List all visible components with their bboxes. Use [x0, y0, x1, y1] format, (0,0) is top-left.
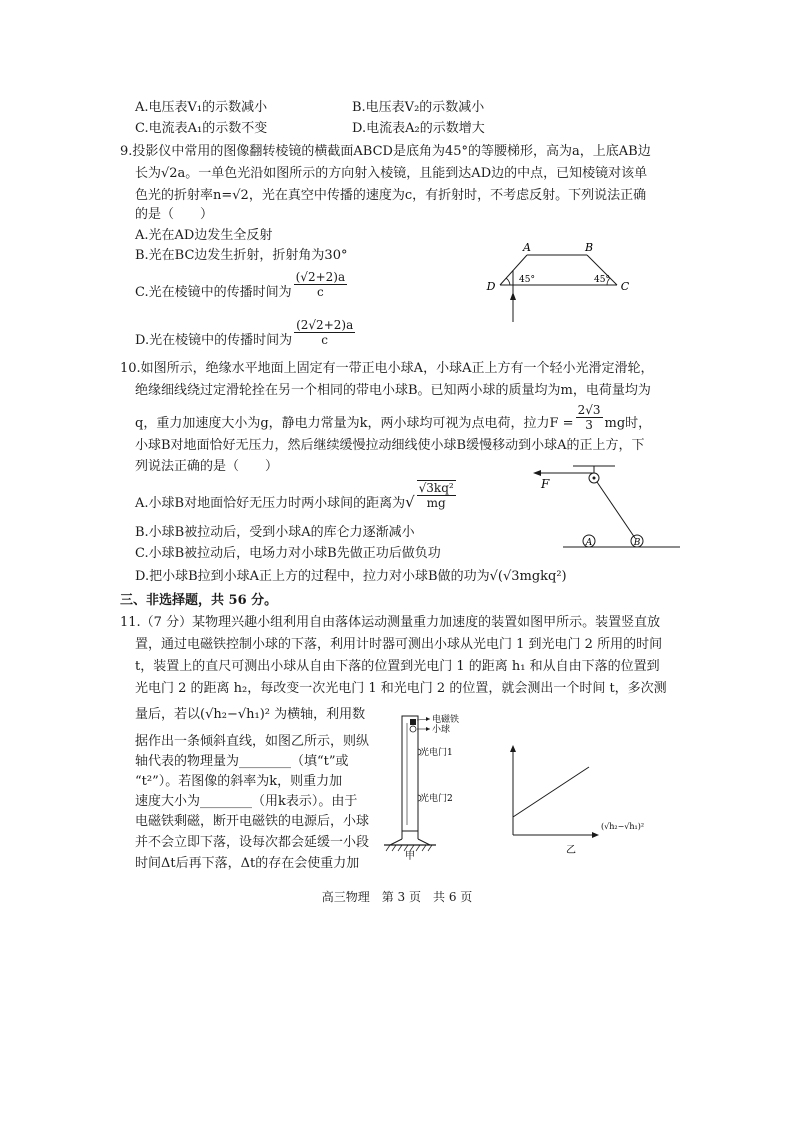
ball-b-label: B: [633, 538, 641, 548]
q8-option-d: D.电流表A₂的示数增大: [352, 121, 485, 136]
q10-stem-line3: [135, 403, 651, 432]
x-axis-arrow-icon: [592, 832, 599, 838]
arrow-magnet-icon: [426, 717, 430, 721]
q9-stem-line4: 的是（ ）: [135, 207, 214, 222]
q11-stem-line3: t，装置上的直尺可测出小球从自由下落的位置到光电门 1 的距离 h₁ 和从自由下落的位置到: [135, 659, 660, 674]
q11-stem-line1: 11.（7 分）某物理兴趣小组利用自由落体运动测量重力加速度的装置如图甲所示。装置竖直放: [120, 615, 661, 630]
q10-force-fraction: [576, 403, 603, 432]
electromagnet-icon: [410, 719, 416, 725]
q9-option-c: [135, 270, 349, 299]
q10-stem-line3-a: q，重力加速度大小为g，静电力常量为k，两小球均可视为点电荷，拉力F =: [135, 416, 574, 431]
x-axis-label: (√h₂−√h₁)²: [601, 822, 645, 831]
q11-stem-line8: “t²”）。若图像的斜率为k，则重力加: [135, 774, 343, 789]
q8-option-c: C.电流表A₁的示数不变: [135, 121, 268, 136]
q11-stem-line11: 并不会立即下落，设每次都会延缓一小段: [135, 835, 370, 850]
q10-option-a: [135, 480, 458, 510]
angle-label-left: 45°: [519, 275, 535, 285]
linear-graph: [505, 745, 655, 855]
q10-option-c: C.小球B被拉动后，电场力对小球B先做正功后做负功: [135, 546, 441, 561]
q11-stem-line12: 时间Δt后再下落，Δt的存在会使重力加: [135, 856, 360, 871]
force-arrow-icon: [533, 470, 541, 476]
ball-icon: [410, 726, 416, 732]
q10-option-a-numerator: √3kq²: [418, 481, 454, 495]
q9-option-d: [135, 318, 357, 347]
q9-stem-line2: 长为√2a。一单色光沿如图所示的方向射入棱镜，且能到达AD边的中点，已知棱镜对该单: [135, 166, 648, 181]
q10-stem-line4: 小球B对地面恰好无压力，然后继续缓慢拉动细线使小球B缓慢移动到小球A的正上方，下: [135, 438, 645, 453]
free-fall-apparatus-diagram: [380, 713, 490, 861]
sqrt-sign-icon: √: [405, 492, 415, 511]
base-brace-left: [390, 839, 402, 845]
q11-stem-line9: 速度大小为________（用k表示）。由于: [135, 794, 358, 809]
q9-stem-line3: 色光的折射率n=√2，光在真空中传播的速度为c，有折射时，不考虑反射。下列说法正确: [135, 188, 647, 203]
q9-option-d-text: D.光在棱镜中的传播时间为: [135, 333, 293, 348]
q11-stem-line2: 置，通过电磁铁控制小球的下落，利用计时器可测出小球从光电门 1 到光电门 2 所用的时间: [135, 637, 663, 652]
q11-stem-line5: 量后，若以(√h₂−√h₁)² 为横轴，利用数: [135, 707, 366, 722]
q10-stem-line5: 列说法正确的是（ ）: [135, 459, 279, 474]
label-electromagnet: 电磁铁: [432, 715, 460, 725]
q9-option-c-denominator: c: [317, 285, 324, 299]
q9-option-d-denominator: c: [321, 333, 329, 347]
label-c: C: [620, 280, 630, 293]
q8-option-a: A.电压表V₁的示数减小: [135, 100, 268, 115]
label-b: B: [584, 241, 594, 254]
string-to-b: [597, 482, 635, 538]
q11-stem-line7: 轴代表的物理量为________（填“t”或: [135, 754, 349, 769]
q9-option-c-text: C.光在棱镜中的传播时间为: [135, 285, 292, 300]
ruler-stand: [402, 716, 418, 831]
q9-option-d-fraction: [294, 318, 355, 347]
label-a: A: [523, 241, 531, 254]
ball-a-label: A: [585, 538, 593, 548]
q10-option-b: B.小球B被拉动后，受到小球A的库仑力逐渐减小: [135, 525, 415, 540]
q11-stem-line6: 据作出一条倾斜直线，如图乙所示，则纵: [135, 734, 370, 749]
y-axis-arrow-icon: [510, 745, 516, 752]
ray-arrow-icon: [510, 292, 516, 300]
page-footer: 高三物理 第 3 页 共 6 页: [321, 890, 473, 904]
q11-stem-line4: 光电门 2 的距离 h₂，每改变一次光电门 1 和光电门 2 的位置，就会测出一个时间 t，多次测: [135, 681, 667, 696]
label-ball: 小球: [432, 725, 451, 735]
base-brace-right: [418, 839, 430, 845]
q10-option-d: D.把小球B拉到小球A正上方的过程中，拉力对小球B做的功为√(√3mgkq²): [135, 569, 567, 584]
q8-option-b: B.电压表V₂的示数减小: [352, 100, 485, 115]
pulley-axle: [593, 477, 596, 480]
q9-option-c-numerator: (√2+2)a: [295, 270, 346, 284]
arrow-ball-icon: [426, 727, 430, 731]
angle-arc-left: [506, 278, 510, 285]
pulley-charge-diagram: [525, 462, 685, 554]
q10-stem-line1: 10.如图所示，绝缘水平地面上固定有一带正电小球A，小球A正上方有一个轻小光滑定滑轮，: [120, 361, 654, 376]
q11-stem-line10: 电磁铁剩磁，断开电磁铁的电源后，小球: [135, 814, 370, 829]
figure-caption-jia: 甲: [405, 851, 415, 861]
q9-option-b: B.光在BC边发生折射，折射角为30°: [135, 248, 348, 263]
q9-stem-line1: 9.投影仪中常用的图像翻转棱镜的横截面ABCD是底角为45°的等腰梯形，高为a，上底AB边: [120, 144, 651, 159]
q10-stem-line2: 绝缘细线绕过定滑轮拴在另一个相同的带电小球B。已知两小球的质量均为m，电荷量均为: [135, 383, 651, 398]
q9-option-c-fraction: [294, 270, 348, 299]
q10-option-a-text: A.小球B对地面恰好无压力时两小球间的距离为: [135, 495, 406, 511]
label-photogate2: 光电门2: [420, 794, 453, 804]
q10-option-a-denominator: mg: [426, 496, 446, 510]
figure-caption-yi: 乙: [566, 845, 576, 855]
fit-line: [513, 767, 589, 817]
q10-stem-line3-b: mg时，: [604, 416, 652, 431]
section-heading: 三、非选择题，共 56 分。: [120, 593, 278, 608]
label-d: D: [486, 280, 496, 293]
q10-option-a-fraction: [417, 480, 456, 510]
force-label: F: [541, 477, 550, 491]
q10-force-denominator: 3: [585, 418, 593, 432]
prism-trapezoid-diagram: [482, 240, 642, 326]
angle-label-right: 45°: [594, 275, 610, 285]
q9-option-a: A.光在AD边发生全反射: [135, 228, 273, 243]
label-photogate1: 光电门1: [420, 748, 453, 758]
q9-option-d-numerator: (2√2+2)a: [296, 318, 354, 332]
q10-force-numerator: 2√3: [577, 403, 601, 417]
